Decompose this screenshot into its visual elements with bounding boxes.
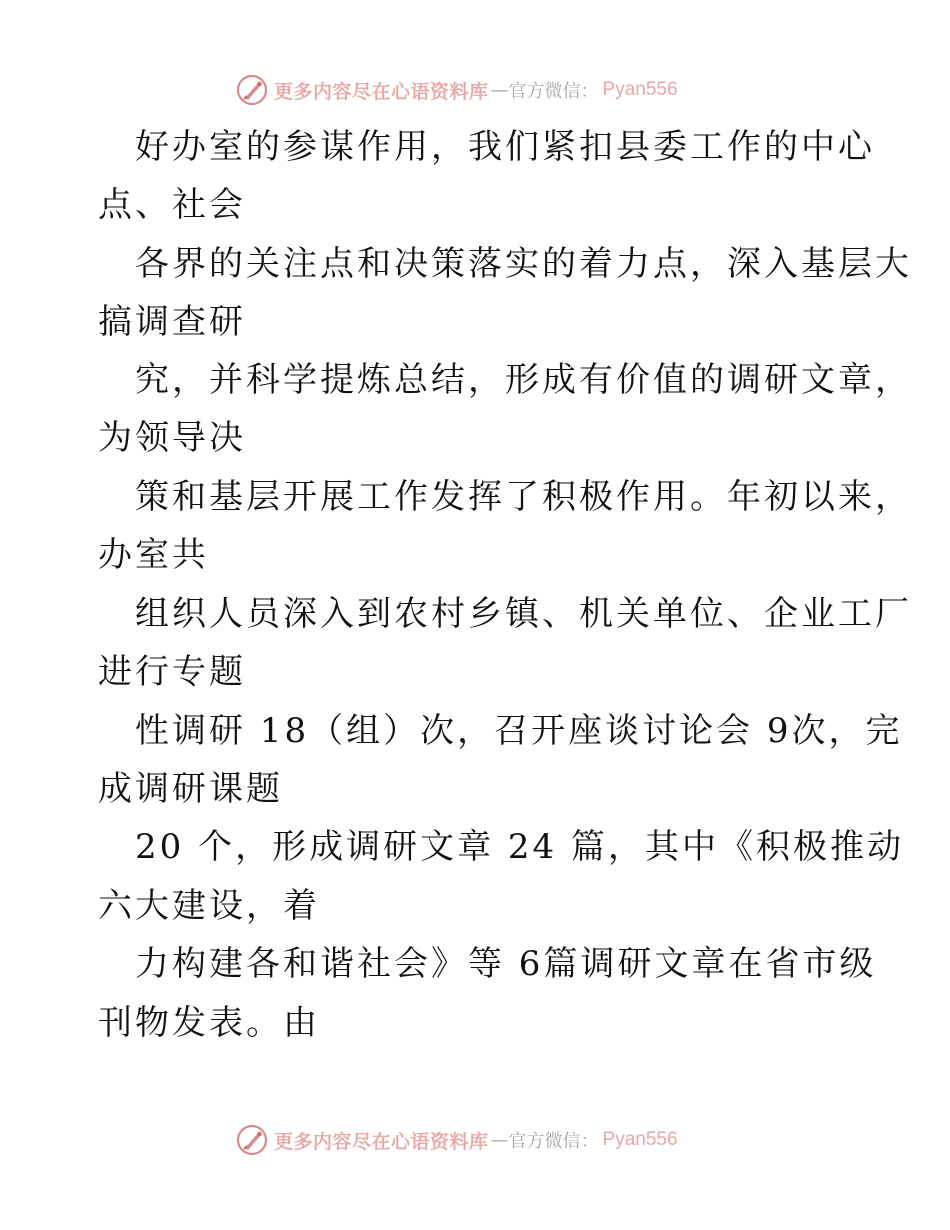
text-line: 为领导决 [98, 418, 246, 458]
quill-logo-icon [236, 1124, 268, 1156]
watermark-label: 官方微信： [508, 81, 599, 102]
text-line: 刊物发表。由 [98, 1003, 320, 1043]
quill-logo-icon [236, 74, 268, 106]
watermark-id: Pyan556 [602, 79, 678, 100]
text-line: 办室共 [98, 535, 209, 575]
watermark-separator: — [490, 1129, 509, 1151]
text-line: 20 个，形成调研文章 24 篇，其中《积极推动 [135, 827, 904, 867]
text-line: 搞调查研 [98, 302, 246, 342]
text-line: 组织人员深入到农村乡镇、机关单位、企业工厂 [135, 594, 912, 634]
text-line: 进行专题 [98, 652, 246, 692]
text-line: 性调研 18（组）次，召开座谈讨论会 9次，完 [135, 711, 903, 751]
watermark-text: 更多内容尽在心语资料库 [274, 1130, 489, 1153]
text-line: 好办室的参谋作用，我们紧扣县委工作的中心 [135, 127, 875, 167]
watermark-label: 官方微信： [508, 1131, 599, 1152]
text-line: 各界的关注点和决策落实的着力点，深入基层大 [135, 244, 912, 284]
footer-watermark [236, 1123, 678, 1157]
text-line: 六大建设，着 [98, 886, 320, 926]
header-watermark [236, 73, 678, 107]
text-line: 究，并科学提炼总结，形成有价值的调研文章， [135, 360, 912, 400]
watermark-text: 更多内容尽在心语资料库 [274, 80, 489, 103]
text-line: 成调研课题 [98, 769, 283, 809]
text-line: 点、社会 [98, 185, 246, 225]
text-line: 力构建各和谐社会》等 6篇调研文章在省市级 [135, 944, 877, 984]
watermark-id: Pyan556 [602, 1129, 678, 1150]
watermark-separator: — [490, 79, 509, 101]
text-line: 策和基层开展工作发挥了积极作用。年初以来， [135, 477, 912, 517]
